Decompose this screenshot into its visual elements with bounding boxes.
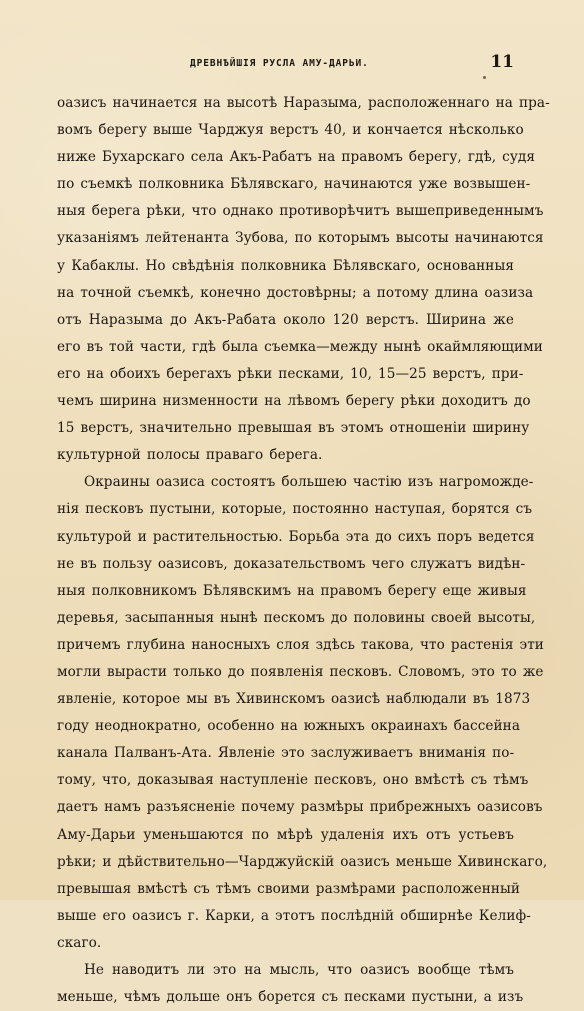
text-line: превышая вмѣстѣ съ тѣмъ своими размѣрами расположенный	[57, 880, 521, 897]
text-line: ныя берега рѣки, что однако противорѣчитъ вышеприведеннымъ	[57, 203, 544, 220]
text-line: ниже Бухарскаго села Акъ-Рабатъ на правомъ берегу, гдѣ, судя	[57, 149, 536, 166]
text-line: его на обоихъ берегахъ рѣки песками, 10, 15—25 верстъ, при-	[57, 365, 524, 382]
text-line: нія песковъ пустыни, которые, постоянно наступая, борятся съ	[57, 501, 533, 518]
text-line: деревья, засыпанныя нынѣ пескомъ до половины своей высоты,	[57, 609, 536, 626]
text-line: Окраины оазиса состоятъ большею частію изъ нагроможде-	[84, 474, 534, 491]
text-line: не въ пользу оазисовъ, доказательствомъ чего служатъ видѣн-	[57, 555, 526, 572]
text-line: явленіе, которое мы въ Хивинскомъ оазисѣ наблюдали въ 1873	[57, 691, 531, 708]
text-line: выше его оазисъ г. Карки, а этотъ послѣдній обширнѣе Келиф-	[57, 907, 531, 924]
text-line: отъ Наразыма до Акъ-Рабата около 120 верстъ. Ширина же	[57, 311, 514, 328]
text-line: чемъ ширина низменности на лѣвомъ берегу рѣки доходитъ до	[57, 393, 531, 410]
text-line: у Кабаклы. Но свѣдѣнія полковника Бѣлявскаго, основанныя	[57, 257, 514, 274]
text-line: даетъ намъ разъясненіе почему размѣры прибрежныхъ оазисовъ	[57, 799, 543, 816]
text-line: вомъ берегу выше Чарджуя верстъ 40, и кончается нѣсколько	[57, 122, 524, 139]
text-line: рѣки; и дѣйствительно—Чарджуйскій оазисъ меньше Хивинскаго,	[57, 853, 548, 870]
text-line: меньше, чѣмъ дольше онъ борется съ песками пустыни, а изъ	[57, 989, 524, 1006]
text-line: оазисъ начинается на высотѣ Наразыма, расположеннаго на пра-	[57, 95, 550, 111]
text-line: культурной полосы праваго берега.	[57, 447, 323, 464]
text-line: году неоднократно, особенно на южныхъ окраинахъ бассейна	[57, 718, 520, 735]
text-line: 15 верстъ, значительно превышая въ этомъ отношеніи ширину	[57, 420, 530, 437]
text-line: тому, что, доказывая наступленіе песковъ, оно вмѣстѣ съ тѣмъ	[57, 772, 529, 789]
page-header	[57, 52, 514, 75]
text-line: Аму-Дарьи уменьшаются по мѣрѣ удаленія ихъ отъ устьевъ	[57, 826, 514, 843]
text-line: скаго.	[57, 934, 102, 951]
text-line: ныя полковникомъ Бѣлявскимъ на правомъ берегу еще живыя	[57, 582, 527, 599]
text-line: канала Палванъ-Ата. Явленіе это заслуживаетъ вниманія по-	[57, 745, 515, 762]
text-line: по съемкѣ полковника Бѣлявскаго, начинаются уже возвышен-	[57, 176, 531, 193]
running-title: ДРЕВНѢЙШІЯ РУСЛА АМУ-ДАРЬИ.	[190, 58, 369, 69]
text-line: его въ той части, гдѣ была съемка—между нынѣ окаймляющими	[57, 338, 543, 355]
text-line: культурой и растительностью. Борьба эта до сихъ поръ ведется	[57, 528, 535, 545]
ink-speck	[483, 76, 486, 79]
page-number: 11	[490, 52, 514, 72]
text-line: могли вырасти только до появленія песковъ. Словомъ, это то же	[57, 663, 544, 680]
text-line: Не наводитъ ли это на мысль, что оазисъ вообще тѣмъ	[84, 962, 514, 978]
text-line: указаніямъ лейтенанта Зубова, по которымъ высоты начинаются	[57, 230, 544, 247]
text-line: на точной съемкѣ, конечно достовѣрны; а потому длина оазиза	[57, 284, 534, 301]
text-line: причемъ глубина наносныхъ слоя здѣсь такова, что растенія эти	[57, 636, 544, 653]
body-text	[57, 90, 550, 1011]
